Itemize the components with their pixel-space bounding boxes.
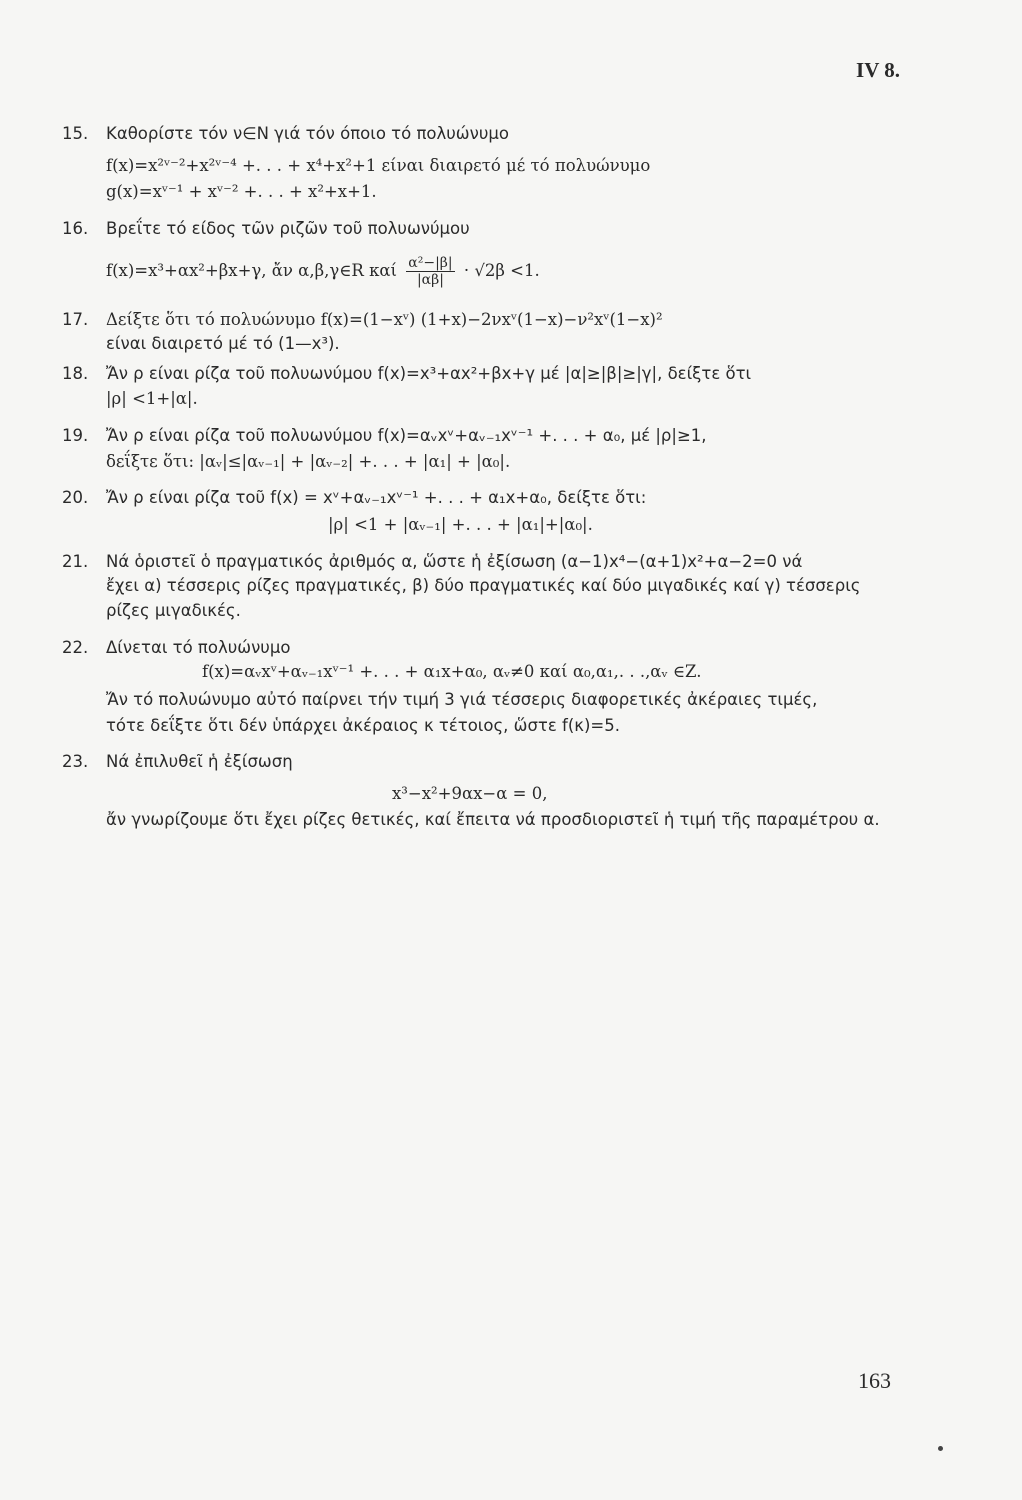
problem-20 — [62, 486, 922, 510]
problem-15-line-3: g(x)=xᵛ⁻¹ + xᵛ⁻² +. . . + x²+x+1. — [106, 182, 377, 201]
problem-text: Ἄν ρ είναι ρίζα τοῦ f(x) = xᵛ+αᵥ₋₁xᵛ⁻¹ +. . . + α₁x+α₀, δείξτε ὅτι: — [106, 488, 647, 507]
problem-21-line-3: ρίζες μιγαδικές. — [106, 601, 241, 620]
problem-17 — [62, 308, 922, 332]
problem-text: Νά ὁριστεῖ ὁ πραγματικός ἀριθμός α, ὥστε ἡ ἐξίσωση (α−1)x⁴−(α+1)x²+α−2=0 νά — [106, 552, 803, 571]
formula-part: · √2β <1. — [463, 261, 540, 280]
problem-19-line-2: δεΐξτε ὅτι: |αᵥ|≤|αᵥ₋₁| + |αᵥ₋₂| +. . . + |α₁| + |α₀|. — [106, 452, 511, 471]
fraction — [406, 255, 454, 288]
problem-22 — [62, 636, 922, 660]
problem-number: 23. — [62, 752, 89, 771]
formula-part: f(x)=x³+αx²+βx+γ, ἄν α,β,γ∈R καί — [106, 261, 398, 280]
problem-15-line-2: f(x)=x²ᵛ⁻²+x²ᵛ⁻⁴ +. . . + x⁴+x²+1 είναι διαιρετό μέ τό πολυώνυμο — [106, 156, 651, 175]
problem-15 — [62, 122, 922, 146]
problem-23 — [62, 750, 922, 774]
problem-22-line-3: Ἄν τό πολυώνυμο αὐτό παίρνει τήν τιμή 3 γιά τέσσερις διαφορετικές ἀκέραιες τιμές, — [106, 690, 818, 709]
problem-number: 17. — [62, 310, 89, 329]
problem-22-formula: f(x)=αᵥxᵛ+αᵥ₋₁xᵛ⁻¹ +. . . + α₁x+α₀, αᵥ≠0 καί α₀,α₁,. . .,αᵥ ∈Z. — [202, 662, 702, 681]
problem-text: Καθορίστε τόν ν∈N γιά τόν όποιο τό πολυώνυμο — [106, 124, 509, 143]
problem-text: Ἄν ρ είναι ρίζα τοῦ πολυωνύμου f(x)=αᵥxᵛ+αᵥ₋₁xᵛ⁻¹ +. . . + α₀, μέ |ρ|≥1, — [106, 426, 707, 445]
problem-18-line-2: |ρ| <1+|α|. — [106, 389, 198, 408]
problem-number: 22. — [62, 638, 89, 657]
problem-20-line-2: |ρ| <1 + |αᵥ₋₁| +. . . + |α₁|+|α₀|. — [328, 515, 593, 534]
problem-18 — [62, 362, 922, 386]
fraction-denominator: |αβ| — [416, 272, 444, 288]
problem-21 — [62, 550, 922, 574]
problem-16 — [62, 217, 922, 241]
problem-22-line-4: τότε δεΐξτε ὅτι δέν ὑπάρχει ἀκέραιος κ τέτοιος, ὥστε f(κ)=5. — [106, 716, 620, 735]
problem-number: 21. — [62, 552, 89, 571]
problem-text: Δείξτε ὅτι τό πολυώνυμο f(x)=(1−xᵛ) (1+x)−2νxᵛ(1−x)−ν²xᵛ(1−x)² — [106, 310, 663, 329]
problem-number: 18. — [62, 364, 89, 383]
problem-23-equation: x³−x²+9αx−α = 0, — [392, 784, 548, 803]
problem-text: Βρεΐτε τό είδος τῶν ριζῶν τοῦ πολυωνύμου — [106, 219, 470, 238]
problem-21-line-2: ἔχει α) τέσσερις ρίζες πραγματικές, β) δύο πραγματικές καί δύο μιγαδικές καί γ) τέσσερις — [106, 576, 861, 595]
fraction-numerator: α²−|β| — [408, 255, 453, 271]
speck — [938, 1446, 943, 1451]
problem-23-line-3: ἄν γνωρίζουμε ὅτι ἔχει ρίζες θετικές, καί ἔπειτα νά προσδιοριστεῖ ἡ τιμή τῆς παραμέτρου α. — [106, 810, 880, 829]
problem-number: 15. — [62, 124, 89, 143]
problem-16-formula — [106, 255, 540, 288]
problem-number: 19. — [62, 426, 89, 445]
page-number: 163 — [858, 1368, 891, 1393]
problem-text: Δίνεται τό πολυώνυμο — [106, 638, 291, 657]
problem-text: Νά ἐπιλυθεῖ ἡ ἐξίσωση — [106, 752, 293, 771]
problem-text: Ἄν ρ είναι ρίζα τοῦ πολυωνύμου f(x)=x³+αx²+βx+γ μέ |α|≥|β|≥|γ|, δείξτε ὅτι — [106, 364, 752, 383]
problem-19 — [62, 424, 922, 448]
problem-number: 16. — [62, 219, 89, 238]
page-header: IV 8. — [856, 58, 900, 82]
problem-number: 20. — [62, 488, 89, 507]
problem-17-line-2: είναι διαιρετό μέ τό (1—x³). — [106, 334, 340, 353]
